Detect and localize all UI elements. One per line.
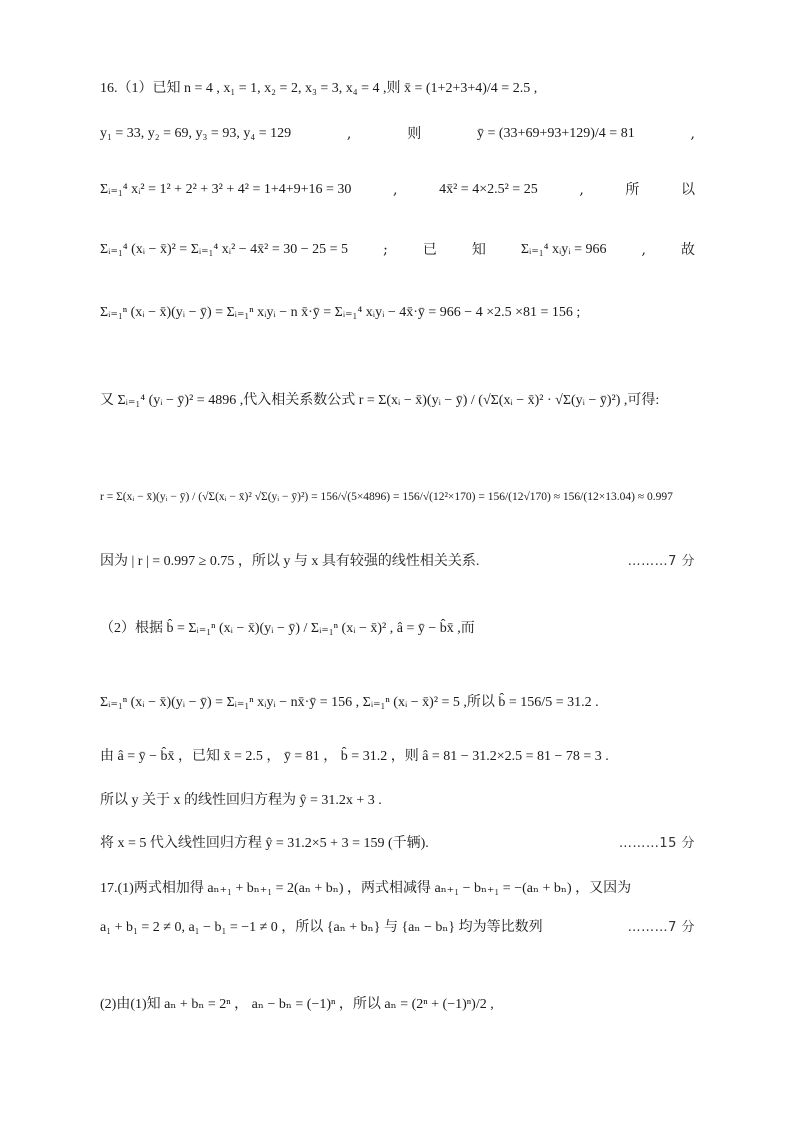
text-line: Σᵢ₌₁ⁿ (xᵢ − x̄)(yᵢ − ȳ) = Σᵢ₌₁ⁿ xᵢyᵢ − nx̄·ȳ = 156 , Σᵢ₌₁ⁿ (xᵢ − x̄)² = 5 ,所以 b̂ = 156/5 = 31.2 . bbox=[100, 695, 599, 710]
text-fragment: 故 bbox=[681, 242, 695, 258]
text-fragment: 知 bbox=[471, 242, 486, 258]
text-line: 又 Σᵢ₌₁⁴ (yᵢ − ȳ)² = 4896 ,代入相关系数公式 r = Σ(xᵢ − x̄)(yᵢ − ȳ) / (√Σ(xᵢ − x̄)² · √Σ(yᵢ − ȳ)²) ,可得: bbox=[100, 393, 660, 408]
text-line: 16.（1）已知 n = 4 , x₁ = 1, x₂ = 2, x₃ = 3, x₄ = 4 ,则 x̄ = (1+2+3+4)/4 = 2.5 , bbox=[100, 81, 538, 96]
text-line: 所以 y 关于 x 的线性回归方程为 ŷ = 31.2x + 3 . bbox=[100, 793, 382, 808]
text-fragment: 4x̄² = 4×2.5² = 25 bbox=[439, 182, 538, 197]
text-fragment: , bbox=[393, 182, 398, 198]
line-y-values bbox=[100, 124, 695, 144]
text-fragment: 已 bbox=[422, 242, 437, 258]
text-line: Σᵢ₌₁ⁿ (xᵢ − x̄)(yᵢ − ȳ) = Σᵢ₌₁ⁿ xᵢyᵢ − n x̄·ȳ = Σᵢ₌₁⁴ xᵢyᵢ − 4x̄·ȳ = 966 − 4 ×2.5 ×81 = 156 ; bbox=[100, 305, 581, 320]
line-sum-x-squared bbox=[100, 180, 695, 200]
line-16-2-intro bbox=[100, 618, 695, 639]
text-fragment: Σᵢ₌₁⁴ xᵢyᵢ = 966 bbox=[520, 242, 607, 257]
text-line: （2）根据 b̂ = Σᵢ₌₁ⁿ (xᵢ − x̄)(yᵢ − ȳ) / Σᵢ₌₁ⁿ (xᵢ − x̄)² , â = ȳ − b̂x̄ ,而 bbox=[100, 621, 475, 636]
text-fragment: 所 bbox=[625, 182, 640, 198]
text-line: a₁ + b₁ = 2 ≠ 0, a₁ − b₁ = −1 ≠ 0 ，所以 {aₙ + bₙ} 与 {aₙ − bₙ} 均为等比数列 bbox=[100, 920, 543, 935]
line-prediction bbox=[100, 834, 695, 854]
text-line: 将 x = 5 代入线性回归方程 ŷ = 31.2×5 + 3 = 159 (千辆). bbox=[100, 836, 429, 851]
text-line: 17.(1)两式相加得 aₙ₊₁ + bₙ₊₁ = 2(aₙ + bₙ) ，两式相减得 aₙ₊₁ − bₙ₊₁ = −(aₙ + bₙ) ，又因为 bbox=[100, 881, 632, 896]
text-line: (2)由(1)知 aₙ + bₙ = 2ⁿ ， aₙ − bₙ = (−1)ⁿ ，所以 aₙ = (2ⁿ + (−1)ⁿ)/2 , bbox=[100, 997, 494, 1012]
score-marker: ………7 分 bbox=[627, 920, 695, 935]
text-fragment: 则 bbox=[407, 126, 422, 142]
line-a-hat bbox=[100, 746, 695, 767]
line-b-hat bbox=[100, 692, 695, 713]
line-correlation-formula bbox=[100, 390, 695, 411]
line-covariance bbox=[100, 302, 695, 323]
text-fragment: 以 bbox=[680, 182, 695, 198]
text-line: 因为 | r | = 0.997 ≥ 0.75 ，所以 y 与 x 具有较强的线性相关关系. bbox=[100, 554, 480, 569]
text-line: r = Σ(xᵢ − x̄)(yᵢ − ȳ) / (√Σ(xᵢ − x̄)² √Σ(yᵢ − ȳ)²) = 156/√(5×4896) = 156/√(12²×170) = 156/(12√170) ≈ 156/(12×13.04) ≈ 0.997 bbox=[100, 491, 673, 503]
text-fragment: , bbox=[690, 126, 695, 142]
line-r-computation bbox=[100, 486, 695, 507]
text-fragment: ȳ = (33+69+93+129)/4 = 81 bbox=[477, 126, 635, 141]
text-fragment: ; bbox=[383, 242, 388, 258]
score-marker: ………7 分 bbox=[627, 554, 695, 569]
line-17-2 bbox=[100, 994, 695, 1015]
text-line: 由 â = ȳ − b̂x̄ ，已知 x̄ = 2.5 ， ȳ = 81 ， b̂ = 31.2 ，则 â = 81 − 31.2×2.5 = 81 − 78 = 3 . bbox=[100, 749, 609, 764]
line-17-1-conclusion bbox=[100, 918, 695, 938]
text-fragment: y₁ = 33, y₂ = 69, y₃ = 93, y₄ = 129 bbox=[100, 126, 292, 141]
line-sum-deviation bbox=[100, 240, 695, 260]
text-fragment: , bbox=[579, 182, 584, 198]
score-marker: ………15 分 bbox=[618, 836, 695, 851]
text-fragment: , bbox=[641, 242, 646, 258]
line-conclusion-1 bbox=[100, 552, 695, 572]
line-regression-equation bbox=[100, 790, 695, 811]
line-17-1-intro bbox=[100, 878, 695, 899]
line-16-1-intro bbox=[100, 78, 695, 99]
text-fragment: Σᵢ₌₁⁴ (xᵢ − x̄)² = Σᵢ₌₁⁴ xᵢ² − 4x̄² = 30 − 25 = 5 bbox=[100, 242, 349, 257]
text-fragment: Σᵢ₌₁⁴ xᵢ² = 1² + 2² + 3² + 4² = 1+4+9+16 = 30 bbox=[100, 182, 352, 197]
text-fragment: , bbox=[346, 126, 352, 142]
